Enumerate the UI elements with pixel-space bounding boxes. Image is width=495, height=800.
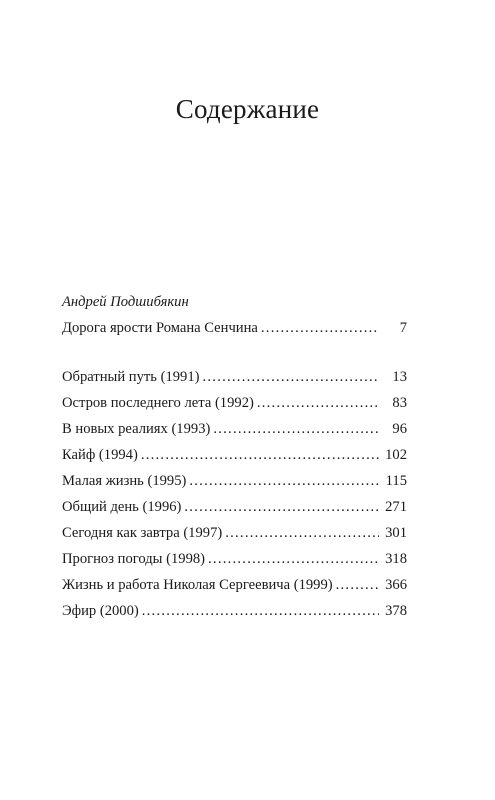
toc-entry-page: 115 [385, 473, 407, 489]
toc-leader-dots [257, 390, 379, 416]
toc-entry[interactable] [62, 520, 407, 546]
toc-entry[interactable] [62, 546, 407, 572]
page-title: Содержание [175, 94, 320, 124]
toc-entry[interactable] [62, 494, 407, 520]
toc-entry-intro[interactable] [62, 315, 407, 341]
toc-leader-dots [213, 416, 379, 442]
toc-leader-dots [225, 520, 379, 546]
toc-entry-page: 83 [392, 395, 407, 411]
toc-entry[interactable] [62, 390, 407, 416]
toc-entry-title: Кайф (1994) [62, 447, 138, 463]
toc-entry-title: Прогноз погоды (1998) [62, 551, 206, 567]
toc-leader-dots [203, 364, 379, 390]
toc-entry[interactable] [62, 442, 407, 468]
toc-leader-dots [261, 315, 379, 341]
toc-list [62, 364, 407, 624]
intro-author: Андрей Подшибякин [62, 294, 189, 310]
toc-entry-title: Сегодня как завтра (1997) [62, 525, 223, 541]
toc-entry-title: Остров последнего лета (1992) [62, 395, 254, 411]
toc-leader-dots [141, 442, 379, 468]
toc-entry-page: 318 [385, 551, 407, 567]
toc-entry-page: 13 [392, 369, 407, 385]
toc-entry-title: Общий день (1996) [62, 499, 182, 515]
toc-leader-dots [142, 598, 379, 624]
toc-entry-title: Эфир (2000) [62, 603, 139, 619]
toc-entry[interactable] [62, 598, 407, 624]
toc-entry-page: 271 [385, 499, 407, 515]
toc-entry-title: Жизнь и работа Николая Сергеевича (1999) [62, 577, 333, 593]
toc-entry-page: 301 [385, 525, 407, 541]
toc-leader-dots [184, 494, 379, 520]
toc-entry[interactable] [62, 468, 407, 494]
toc-entry-title: В новых реалиях (1993) [62, 421, 211, 437]
toc-leader-dots [189, 468, 379, 494]
toc-entry-page: 366 [385, 577, 407, 593]
intro-section [62, 289, 407, 341]
toc-entry-title: Дорога ярости Романа Сенчина [62, 320, 258, 336]
toc-leader-dots [336, 572, 379, 598]
toc-entry-title: Обратный путь (1991) [62, 369, 200, 385]
toc-entry-page: 378 [385, 603, 407, 619]
toc-entry-page: 96 [392, 421, 407, 437]
toc-entry-page: 102 [385, 447, 407, 463]
toc-entry-page: 7 [399, 320, 407, 336]
toc-entry-title: Малая жизнь (1995) [62, 473, 187, 489]
toc-entry[interactable] [62, 572, 407, 598]
toc-leader-dots [208, 546, 379, 572]
toc-entry[interactable] [62, 364, 407, 390]
toc-entry[interactable] [62, 416, 407, 442]
